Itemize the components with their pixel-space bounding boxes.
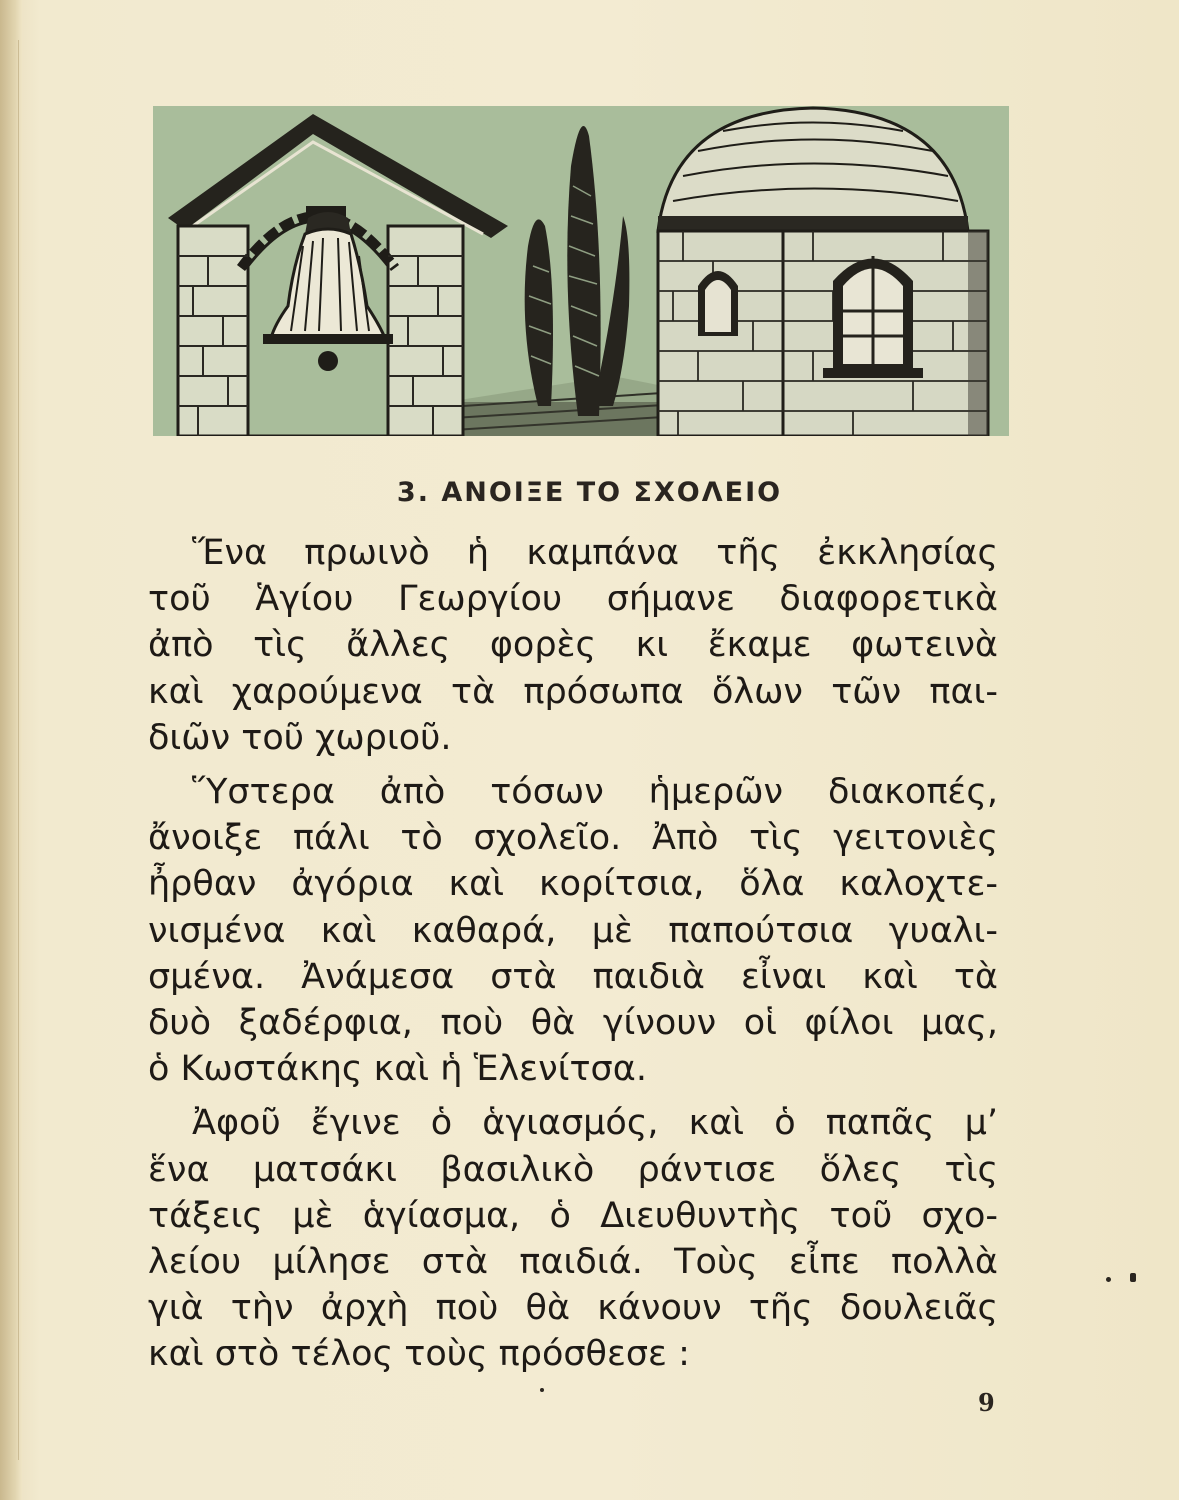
chapter-body [148,530,998,1386]
text-line: Ἕνα πρωινὸ ἡ καμπάνα τῆς ἐκκλησίας [192,533,998,573]
church-bell-tower-drawing [153,106,1009,436]
paragraph-1 [148,530,998,761]
paragraph-2 [148,769,998,1092]
text-line: σμένα. Ἀνάμεσα στὰ παιδιὰ εἶναι καὶ τὰ [148,956,998,997]
text-line: ἕνα ματσάκι βασιλικὸ ράντισε ὅλες τὶς [148,1149,998,1190]
text-line: γιὰ τὴν ἀρχὴ ποὺ θὰ κάνουν τῆς δουλειᾶς [148,1288,998,1329]
text-line: νισμένα καὶ καθαρά, μὲ παπούτσια γυαλι- [148,910,998,951]
print-speck [1130,1273,1136,1282]
text-line: ἄνοιξε πάλι τὸ σχολεῖο. Ἀπὸ τὶς γειτονιὲς [148,818,998,859]
text-line: Ἀφοῦ ἔγινε ὁ ἁγιασμός, καὶ ὁ παπᾶς μ’ [192,1103,998,1144]
text-line: ἦρθαν ἀγόρια καὶ κορίτσια, ὅλα καλοχτε- [148,864,998,905]
text-line: δυὸ ξαδέρφια, ποὺ θὰ γίνουν οἱ φίλοι μας, [148,1003,998,1044]
page-number: 9 [978,1388,995,1417]
text-line: Ὕστερα ἀπὸ τόσων ἡμερῶν διακοπές, [192,772,998,813]
text-line: ἀπὸ τὶς ἄλλες φορὲς κι ἔκαμε φωτεινὰ [148,625,998,666]
domed-chapel [658,108,988,436]
text-line: λείου μίλησε στὰ παιδιά. Τοὺς εἶπε πολλὰ [148,1242,998,1283]
paragraph-3 [148,1100,998,1377]
header-illustration [153,106,1009,436]
print-speck [540,1388,544,1392]
text-line: καὶ στὸ τέλος τοὺς πρόσθεσε : [148,1334,690,1375]
binding-stitch-line [18,40,19,1460]
text-line: διῶν τοῦ χωριοῦ. [148,717,452,758]
chapter-title: 3. ΑΝΟΙΞΕ ΤΟ ΣΧΟΛΕΙΟ [396,477,783,508]
text-line: τάξεις μὲ ἁγίασμα, ὁ Διευθυντὴς τοῦ σχο- [148,1195,998,1236]
text-line: τοῦ Ἁγίου Γεωργίου σήμανε διαφορετικὰ [148,579,998,620]
print-speck [1106,1277,1111,1282]
text-line: ὁ Κωστάκης καὶ ἡ Ἑλενίτσα. [148,1049,647,1090]
text-line: καὶ χαρούμενα τὰ πρόσωπα ὅλων τῶν παι- [148,671,998,712]
